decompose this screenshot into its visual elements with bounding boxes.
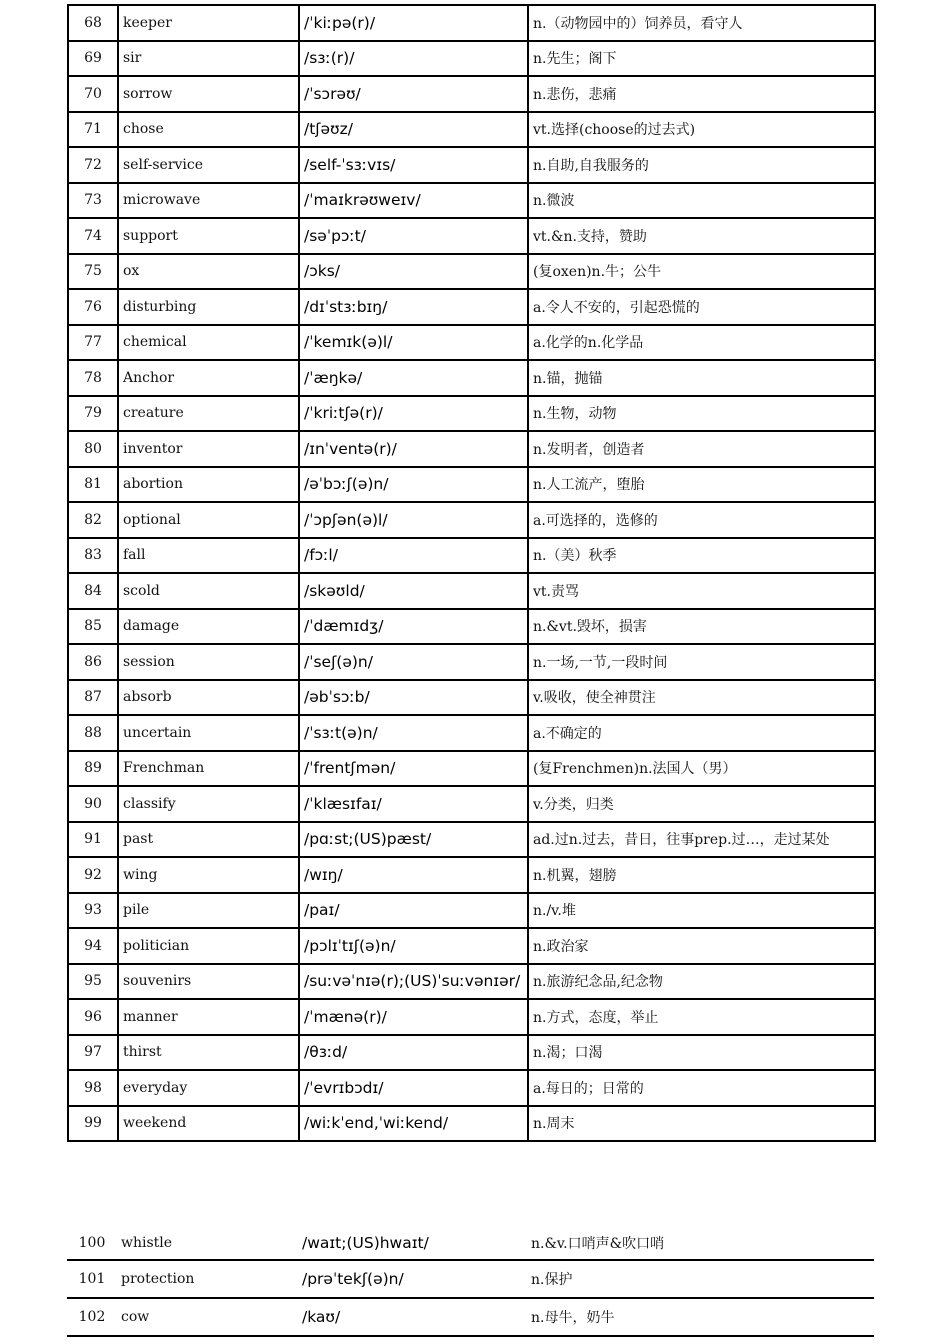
definition-cell: a.化学的n.化学品 <box>528 325 875 361</box>
vocab-row <box>68 360 875 396</box>
pronunciation-cell: /self-ˈsɜːvɪs/ <box>299 147 528 183</box>
word-cell: ox <box>118 254 299 290</box>
vocab-row <box>67 1226 874 1260</box>
vocab-row <box>68 999 875 1035</box>
definition-cell: n.发明者，创造者 <box>528 431 875 467</box>
row-number: 89 <box>68 751 118 787</box>
pronunciation-cell: /ˈmænə(r)/ <box>299 999 528 1035</box>
pronunciation-cell: /ˈsɔrəʊ/ <box>299 76 528 112</box>
word-cell: optional <box>118 502 299 538</box>
row-number: 76 <box>68 289 118 325</box>
word-cell: chemical <box>118 325 299 361</box>
row-number: 95 <box>68 964 118 1000</box>
vocab-row <box>68 964 875 1000</box>
word-cell: scold <box>118 573 299 609</box>
row-number: 74 <box>68 218 118 254</box>
word-cell: whistle <box>117 1226 298 1260</box>
word-cell: cow <box>117 1298 298 1336</box>
word-cell: manner <box>118 999 299 1035</box>
row-number: 92 <box>68 857 118 893</box>
row-number: 101 <box>67 1260 117 1298</box>
definition-cell: n.人工流产，堕胎 <box>528 467 875 503</box>
row-number: 75 <box>68 254 118 290</box>
vocab-row <box>68 644 875 680</box>
vocab-row <box>68 1106 875 1142</box>
pronunciation-cell: /pɔlɪˈtɪʃ(ə)n/ <box>299 928 528 964</box>
row-number: 100 <box>67 1226 117 1260</box>
definition-cell: n.机翼，翅膀 <box>528 857 875 893</box>
pronunciation-cell: /wiːkˈend,ˈwiːkend/ <box>299 1106 528 1142</box>
vocab-row <box>68 1070 875 1106</box>
definition-cell: n.锚，抛锚 <box>528 360 875 396</box>
vocab-row <box>68 431 875 467</box>
word-cell: damage <box>118 609 299 645</box>
word-cell: politician <box>118 928 299 964</box>
definition-cell: n.周末 <box>528 1106 875 1142</box>
word-cell: classify <box>118 786 299 822</box>
word-cell: session <box>118 644 299 680</box>
definition-cell: a.令人不安的，引起恐慌的 <box>528 289 875 325</box>
vocab-row <box>68 786 875 822</box>
vocab-row <box>68 893 875 929</box>
vocab-row <box>68 573 875 609</box>
word-cell: creature <box>118 396 299 432</box>
definition-cell: ad.过n.过去，昔日，往事prep.过…，走过某处 <box>528 822 875 858</box>
row-number: 82 <box>68 502 118 538</box>
definition-cell: n./v.堆 <box>528 893 875 929</box>
row-number: 79 <box>68 396 118 432</box>
pronunciation-cell: /wɪŋ/ <box>299 857 528 893</box>
definition-cell: n.生物，动物 <box>528 396 875 432</box>
row-number: 97 <box>68 1035 118 1071</box>
row-number: 87 <box>68 680 118 716</box>
definition-cell: vt.&n.支持，赞助 <box>528 218 875 254</box>
pronunciation-cell: /dɪˈstɜːbɪŋ/ <box>299 289 528 325</box>
vocab-row <box>68 822 875 858</box>
pronunciation-cell: /waɪt;(US)hwaɪt/ <box>298 1226 527 1260</box>
vocab-row <box>68 41 875 77</box>
word-cell: uncertain <box>118 715 299 751</box>
pronunciation-cell: /suːvəˈnɪə(r);(US)ˈsuːvənɪər/ <box>299 964 528 1000</box>
vocab-row <box>68 396 875 432</box>
word-cell: chose <box>118 112 299 148</box>
row-number: 80 <box>68 431 118 467</box>
definition-cell: (复Frenchmen)n.法国人（男） <box>528 751 875 787</box>
vocab-row <box>68 609 875 645</box>
definition-cell: (复oxen)n.牛；公牛 <box>528 254 875 290</box>
pronunciation-cell: /ˈkiːpə(r)/ <box>299 5 528 41</box>
pronunciation-cell: /ˈsɜːt(ə)n/ <box>299 715 528 751</box>
row-number: 88 <box>68 715 118 751</box>
vocabulary-table-continued-body <box>67 1226 874 1336</box>
vocab-row <box>68 76 875 112</box>
definition-cell: n.微波 <box>528 183 875 219</box>
vocab-row <box>68 928 875 964</box>
word-cell: souvenirs <box>118 964 299 1000</box>
pronunciation-cell: /əbˈsɔːb/ <box>299 680 528 716</box>
word-cell: wing <box>118 857 299 893</box>
row-number: 69 <box>68 41 118 77</box>
vocab-row <box>68 680 875 716</box>
definition-cell: n.自助,自我服务的 <box>528 147 875 183</box>
row-number: 72 <box>68 147 118 183</box>
row-number: 98 <box>68 1070 118 1106</box>
pronunciation-cell: /fɔːl/ <box>299 538 528 574</box>
vocab-row <box>68 183 875 219</box>
definition-cell: n.旅游纪念品,纪念物 <box>528 964 875 1000</box>
definition-cell: a.不确定的 <box>528 715 875 751</box>
word-cell: sir <box>118 41 299 77</box>
pronunciation-cell: /ˈmaɪkrəʊweɪv/ <box>299 183 528 219</box>
word-cell: Frenchman <box>118 751 299 787</box>
word-cell: thirst <box>118 1035 299 1071</box>
pronunciation-cell: /prəˈtekʃ(ə)n/ <box>298 1260 527 1298</box>
row-number: 78 <box>68 360 118 396</box>
pronunciation-cell: /səˈpɔːt/ <box>299 218 528 254</box>
pronunciation-cell: /ɔks/ <box>299 254 528 290</box>
definition-cell: v.分类，归类 <box>528 786 875 822</box>
word-cell: weekend <box>118 1106 299 1142</box>
vocab-row <box>68 325 875 361</box>
pronunciation-cell: /ˈdæmɪdʒ/ <box>299 609 528 645</box>
pronunciation-cell: /ˈevrɪbɔdɪ/ <box>299 1070 528 1106</box>
word-cell: absorb <box>118 680 299 716</box>
pronunciation-cell: /sɜː(r)/ <box>299 41 528 77</box>
pronunciation-cell: /kaʊ/ <box>298 1298 527 1336</box>
definition-cell: a.可选择的，选修的 <box>528 502 875 538</box>
row-number: 70 <box>68 76 118 112</box>
word-cell: microwave <box>118 183 299 219</box>
word-cell: Anchor <box>118 360 299 396</box>
row-number: 90 <box>68 786 118 822</box>
definition-cell: a.每日的；日常的 <box>528 1070 875 1106</box>
vocab-row <box>67 1260 874 1298</box>
row-number: 85 <box>68 609 118 645</box>
definition-cell: n.&vt.毁坏，损害 <box>528 609 875 645</box>
row-number: 91 <box>68 822 118 858</box>
vocab-row <box>68 751 875 787</box>
word-cell: inventor <box>118 431 299 467</box>
pronunciation-cell: /ˈfrentʃmən/ <box>299 751 528 787</box>
vocab-row <box>68 1035 875 1071</box>
vocab-row <box>68 147 875 183</box>
row-number: 83 <box>68 538 118 574</box>
word-cell: past <box>118 822 299 858</box>
definition-cell: n.&v.口哨声&吹口哨 <box>527 1226 874 1260</box>
definition-cell: n.渴；口渴 <box>528 1035 875 1071</box>
vocabulary-table-body <box>68 5 875 1141</box>
row-number: 96 <box>68 999 118 1035</box>
row-number: 86 <box>68 644 118 680</box>
word-cell: disturbing <box>118 289 299 325</box>
row-number: 99 <box>68 1106 118 1142</box>
pronunciation-cell: /skəʊld/ <box>299 573 528 609</box>
pronunciation-cell: /əˈbɔːʃ(ə)n/ <box>299 467 528 503</box>
row-number: 77 <box>68 325 118 361</box>
definition-cell: n.母牛，奶牛 <box>527 1298 874 1336</box>
word-cell: pile <box>118 893 299 929</box>
word-cell: sorrow <box>118 76 299 112</box>
definition-cell: v.吸收，使全神贯注 <box>528 680 875 716</box>
word-cell: support <box>118 218 299 254</box>
pronunciation-cell: /ɪnˈventə(r)/ <box>299 431 528 467</box>
word-cell: keeper <box>118 5 299 41</box>
pronunciation-cell: /θɜːd/ <box>299 1035 528 1071</box>
pronunciation-cell: /ˈæŋkə/ <box>299 360 528 396</box>
pronunciation-cell: /ˈkemɪk(ə)l/ <box>299 325 528 361</box>
definition-cell: n.先生；阁下 <box>528 41 875 77</box>
vocab-row <box>68 538 875 574</box>
vocab-row <box>68 857 875 893</box>
vocab-row <box>68 5 875 41</box>
vocab-row <box>68 502 875 538</box>
vocabulary-table <box>67 4 876 1142</box>
vocab-row <box>68 715 875 751</box>
pronunciation-cell: /tʃəʊz/ <box>299 112 528 148</box>
vocabulary-table-continued <box>67 1226 874 1337</box>
definition-cell: vt.选择(choose的过去式) <box>528 112 875 148</box>
definition-cell: n.一场,一节,一段时间 <box>528 644 875 680</box>
row-number: 71 <box>68 112 118 148</box>
vocab-row <box>67 1298 874 1336</box>
vocab-row <box>68 289 875 325</box>
word-cell: protection <box>117 1260 298 1298</box>
pronunciation-cell: /pɑːst;(US)pæst/ <box>299 822 528 858</box>
pronunciation-cell: /ˈklæsɪfaɪ/ <box>299 786 528 822</box>
vocab-row <box>68 254 875 290</box>
definition-cell: n.（动物园中的）饲养员，看守人 <box>528 5 875 41</box>
vocab-row <box>68 112 875 148</box>
pronunciation-cell: /ˈkriːtʃə(r)/ <box>299 396 528 432</box>
vocab-row <box>68 467 875 503</box>
pronunciation-cell: /ˈseʃ(ə)n/ <box>299 644 528 680</box>
row-number: 84 <box>68 573 118 609</box>
word-cell: self-service <box>118 147 299 183</box>
row-number: 94 <box>68 928 118 964</box>
definition-cell: vt.责骂 <box>528 573 875 609</box>
definition-cell: n.政治家 <box>528 928 875 964</box>
definition-cell: n.（美）秋季 <box>528 538 875 574</box>
definition-cell: n.方式，态度，举止 <box>528 999 875 1035</box>
word-cell: everyday <box>118 1070 299 1106</box>
row-number: 81 <box>68 467 118 503</box>
row-number: 102 <box>67 1298 117 1336</box>
row-number: 93 <box>68 893 118 929</box>
pronunciation-cell: /ˈɔpʃən(ə)l/ <box>299 502 528 538</box>
row-number: 68 <box>68 5 118 41</box>
row-number: 73 <box>68 183 118 219</box>
word-cell: fall <box>118 538 299 574</box>
vocab-row <box>68 218 875 254</box>
definition-cell: n.悲伤，悲痛 <box>528 76 875 112</box>
definition-cell: n.保护 <box>527 1260 874 1298</box>
word-cell: abortion <box>118 467 299 503</box>
pronunciation-cell: /paɪ/ <box>299 893 528 929</box>
